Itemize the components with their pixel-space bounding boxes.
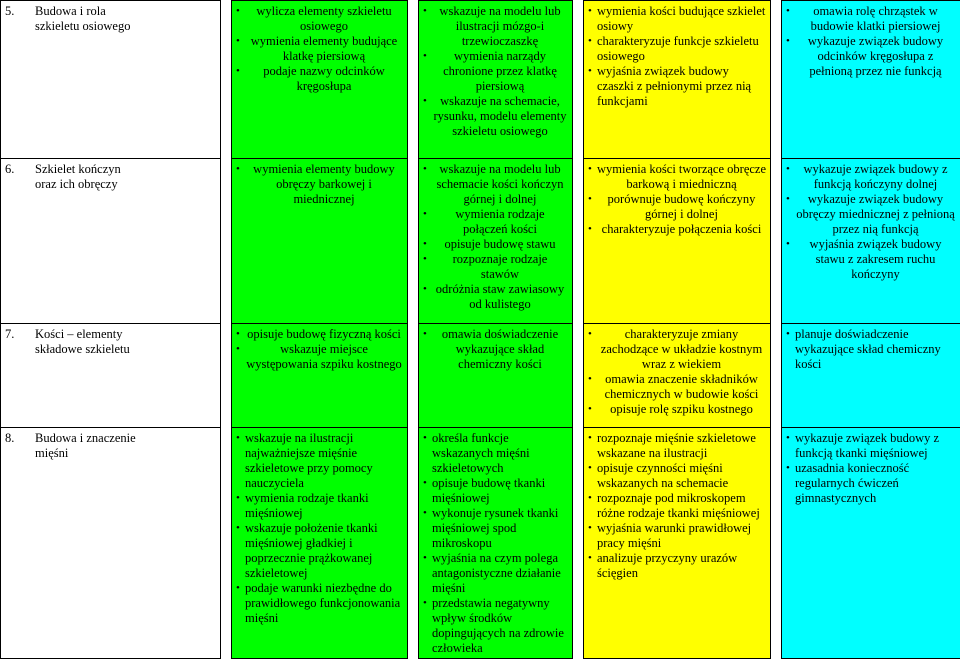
requirement-list bbox=[588, 327, 766, 417]
list-item: • porównuje budowę kończyny górnej i dolnej bbox=[588, 192, 766, 222]
requirement-cell-level-3 bbox=[584, 428, 771, 659]
requirement-list bbox=[786, 327, 956, 372]
requirement-cell-level-1 bbox=[232, 1, 408, 159]
requirement-cell-level-4 bbox=[782, 159, 960, 324]
list-item: • opisuje budowę tkanki mięśniowej bbox=[423, 476, 568, 506]
list-item: • opisuje budowę stawu bbox=[423, 237, 568, 252]
list-item: • wskazuje na modelu lub ilustracji mózgo-i trzewioczaszkę bbox=[423, 4, 568, 49]
list-item: • omawia doświadczenie wykazujące skład chemiczny kości bbox=[423, 327, 568, 372]
lesson-cell bbox=[1, 324, 221, 428]
list-item: • opisuje rolę szpiku kostnego bbox=[588, 402, 766, 417]
list-item: • opisuje budowę fizyczną kości bbox=[236, 327, 403, 342]
lesson-title: Kości – elementy składowe szkieletu bbox=[35, 327, 130, 356]
list-item: • wskazuje miejsce występowania szpiku kostnego bbox=[236, 342, 403, 372]
requirement-cell-level-4 bbox=[782, 1, 960, 159]
lesson-number: 5. bbox=[5, 4, 15, 18]
list-item: • charakteryzuje funkcje szkieletu osiowego bbox=[588, 34, 766, 64]
list-item: • omawia znaczenie składników chemicznych w budowie kości bbox=[588, 372, 766, 402]
list-item: • wymienia elementy budujące klatkę piersiową bbox=[236, 34, 403, 64]
list-item: • rozpoznaje mięśnie szkieletowe wskazane na ilustracji bbox=[588, 431, 766, 461]
lesson-number: 7. bbox=[5, 327, 15, 341]
requirement-cell-level-1 bbox=[232, 428, 408, 659]
list-item: • podaje warunki niezbędne do prawidłowego funkcjonowania mięśni bbox=[236, 581, 403, 626]
list-item: • wykonuje rysunek tkanki mięśniowej spod mikroskopu bbox=[423, 506, 568, 551]
requirement-list bbox=[588, 4, 766, 109]
requirement-cell-level-4 bbox=[782, 428, 960, 659]
list-item: • wyjaśnia na czym polega antagonistyczne działanie mięśni bbox=[423, 551, 568, 596]
list-item: • wskazuje na modelu lub schemacie kości kończyn górnej i dolnej bbox=[423, 162, 568, 207]
lesson-cell bbox=[1, 1, 221, 159]
requirement-cell-level-3 bbox=[584, 159, 771, 324]
table-row bbox=[1, 324, 960, 428]
lesson-number: 8. bbox=[5, 431, 15, 445]
list-item: • wyjaśnia warunki prawidłowej pracy mięśni bbox=[588, 521, 766, 551]
requirement-list bbox=[423, 4, 568, 139]
list-item: • podaje nazwy odcinków kręgosłupa bbox=[236, 64, 403, 94]
list-item: • wymienia kości budujące szkielet osiowy bbox=[588, 4, 766, 34]
requirement-cell-level-4 bbox=[782, 324, 960, 428]
list-item: • omawia rolę chrząstek w budowie klatki piersiowej bbox=[786, 4, 956, 34]
list-item: • przedstawia negatywny wpływ środków dopingujących na zdrowie człowieka bbox=[423, 596, 568, 656]
table-row bbox=[1, 428, 960, 659]
requirement-list bbox=[786, 4, 956, 79]
list-item: • wymienia kości tworzące obręcze barkową i miedniczną bbox=[588, 162, 766, 192]
list-item: • określa funkcje wskazanych mięśni szkieletowych bbox=[423, 431, 568, 476]
list-item: • wyjaśnia związek budowy czaszki z pełnionymi przez nią funkcjami bbox=[588, 64, 766, 109]
list-item: • charakteryzuje zmiany zachodzące w układzie kostnym wraz z wiekiem bbox=[588, 327, 766, 372]
list-item: • wykazuje związek budowy z funkcją tkanki mięśniowej bbox=[786, 431, 956, 461]
lesson-title: Budowa i znaczenie mięśni bbox=[35, 431, 136, 460]
requirement-list bbox=[423, 162, 568, 312]
list-item: • wykazuje związek budowy odcinków kręgosłupa z pełnioną przez nie funkcją bbox=[786, 34, 956, 79]
requirement-list bbox=[786, 162, 956, 282]
lesson-number: 6. bbox=[5, 162, 15, 176]
requirement-list bbox=[423, 431, 568, 656]
requirement-list bbox=[236, 162, 403, 207]
requirement-list bbox=[423, 327, 568, 372]
list-item: • analizuje przyczyny urazów ścięgien bbox=[588, 551, 766, 581]
list-item: • uzasadnia konieczność regularnych ćwiczeń gimnastycznych bbox=[786, 461, 956, 506]
list-item: • rozpoznaje rodzaje stawów bbox=[423, 252, 568, 282]
requirement-list bbox=[236, 327, 403, 372]
list-item: • wskazuje położenie tkanki mięśniowej gładkiej i poprzecznie prążkowanej szkieletowej bbox=[236, 521, 403, 581]
list-item: • wyjaśnia związek budowy stawu z zakresem ruchu kończyny bbox=[786, 237, 956, 282]
requirement-cell-level-2 bbox=[419, 428, 573, 659]
list-item: • wykazuje związek budowy z funkcją kończyny dolnej bbox=[786, 162, 956, 192]
list-item: • wymienia narządy chronione przez klatkę piersiową bbox=[423, 49, 568, 94]
list-item: • wymienia rodzaje połączeń kości bbox=[423, 207, 568, 237]
list-item: • wymienia rodzaje tkanki mięśniowej bbox=[236, 491, 403, 521]
requirement-cell-level-1 bbox=[232, 159, 408, 324]
list-item: • planuje doświadczenie wykazujące skład chemiczny kości bbox=[786, 327, 956, 372]
list-item: • odróżnia staw zawiasowy od kulistego bbox=[423, 282, 568, 312]
lesson-title: Budowa i rola szkieletu osiowego bbox=[35, 4, 131, 33]
lesson-title: Szkielet kończyn oraz ich obręczy bbox=[35, 162, 121, 191]
requirement-cell-level-2 bbox=[419, 1, 573, 159]
list-item: • charakteryzuje połączenia kości bbox=[588, 222, 766, 237]
list-item: • wskazuje na ilustracji najważniejsze mięśnie szkieletowe przy pomocy nauczyciela bbox=[236, 431, 403, 491]
requirement-list bbox=[236, 4, 403, 94]
list-item: • wykazuje związek budowy obręczy miednicznej z pełnioną przez nią funkcją bbox=[786, 192, 956, 237]
list-item: • opisuje czynności mięśni wskazanych na schemacie bbox=[588, 461, 766, 491]
requirement-cell-level-2 bbox=[419, 159, 573, 324]
requirement-cell-level-2 bbox=[419, 324, 573, 428]
lesson-cell bbox=[1, 159, 221, 324]
requirement-list bbox=[786, 431, 956, 506]
requirement-cell-level-3 bbox=[584, 1, 771, 159]
table-row bbox=[1, 1, 960, 159]
requirement-cell-level-3 bbox=[584, 324, 771, 428]
list-item: • wymienia elementy budowy obręczy barkowej i miednicznej bbox=[236, 162, 403, 207]
table-row bbox=[1, 159, 960, 324]
lesson-cell bbox=[1, 428, 221, 659]
list-item: • rozpoznaje pod mikroskopem różne rodzaje tkanki mięśniowej bbox=[588, 491, 766, 521]
requirement-list bbox=[588, 162, 766, 237]
requirement-list bbox=[236, 431, 403, 626]
requirement-list bbox=[588, 431, 766, 581]
requirement-cell-level-1 bbox=[232, 324, 408, 428]
list-item: • wylicza elementy szkieletu osiowego bbox=[236, 4, 403, 34]
list-item: • wskazuje na schemacie, rysunku, modelu elementy szkieletu osiowego bbox=[423, 94, 568, 139]
